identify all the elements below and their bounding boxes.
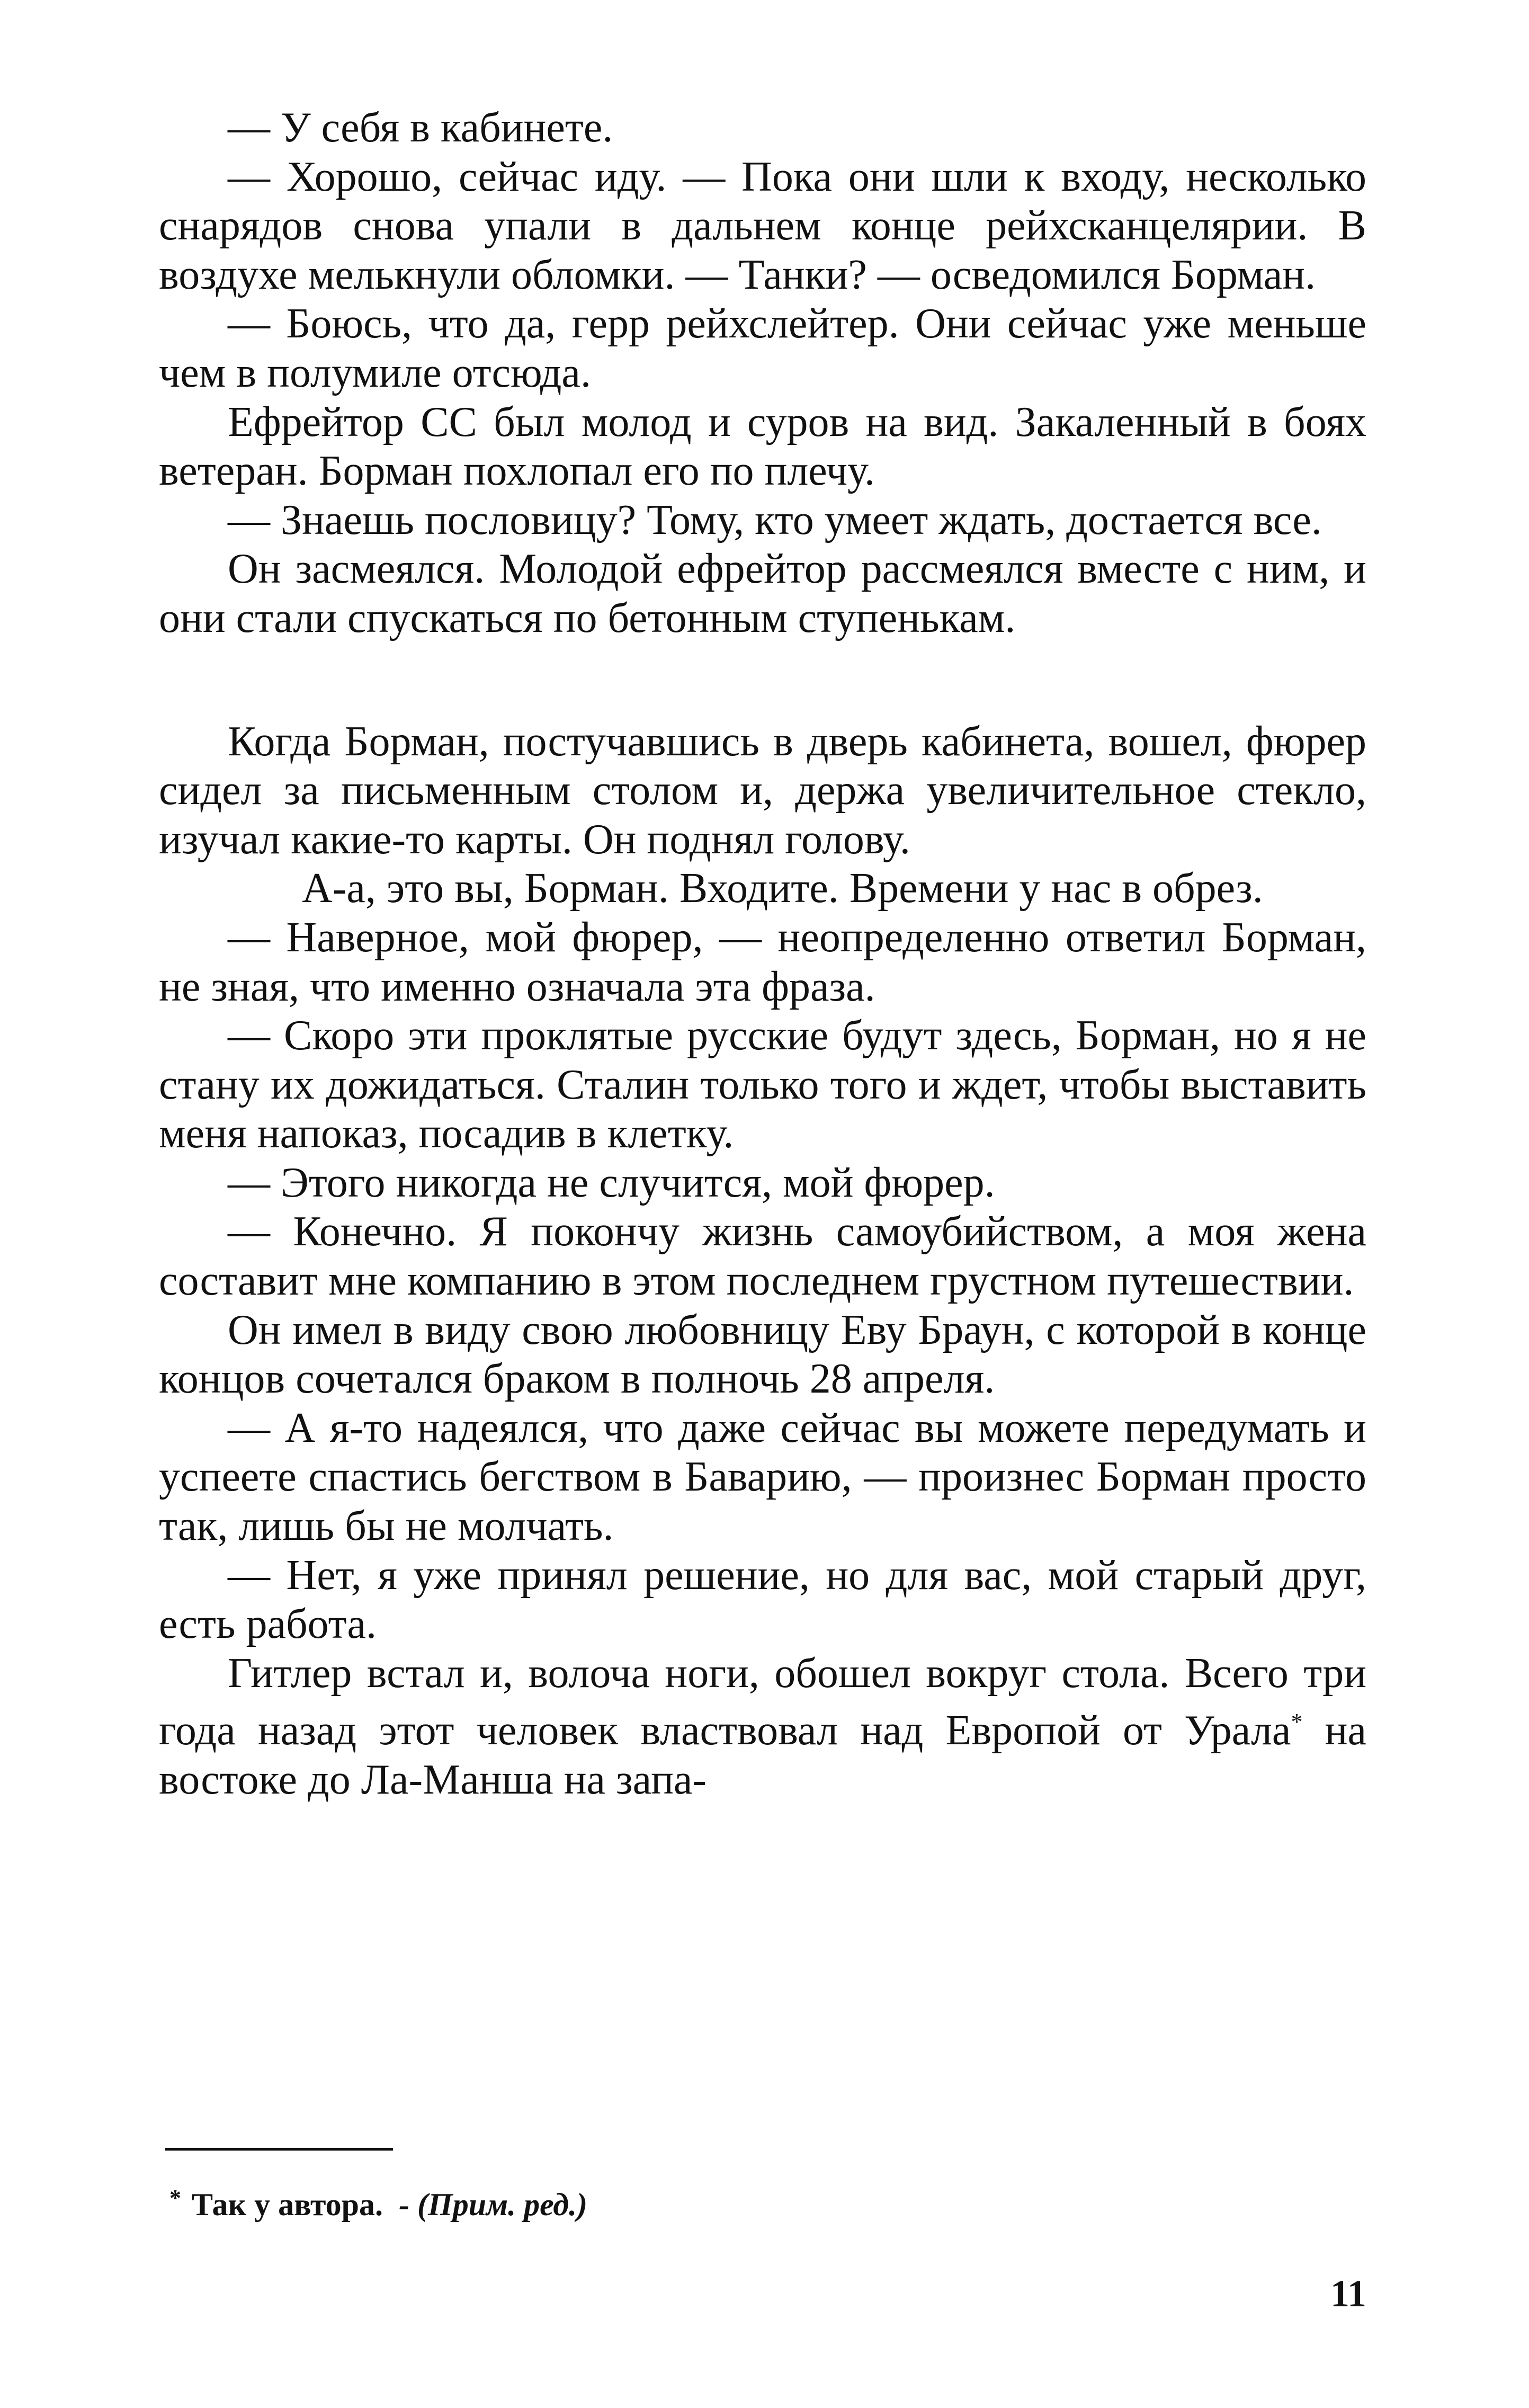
paragraph-11: — Этого никогда не случится, мой фюрер. — [228, 1159, 995, 1206]
footnote — [169, 2177, 587, 2226]
paragraph-16-end: на востоке до Ла-Манша на запа- — [159, 1707, 1366, 1803]
footnote-divider — [165, 2148, 393, 2151]
footnote-text: Так у автора. — [192, 2187, 383, 2222]
paragraph-13: Он имел в виду свою любовницу Еву Браун, с которой в конце концов сочетался браком в полночь 28 апреля. — [159, 1306, 1366, 1403]
main-text — [159, 103, 1366, 1805]
paragraph-12: — Конечно. Я покончу жизнь самоубийством, а моя жена составит мне компанию в этом последнем грустном путешествии. — [159, 1208, 1366, 1305]
footnote-reference-mark: * — [1291, 1709, 1303, 1735]
paragraph-4: Ефрейтор СС был молод и суров на вид. Закаленный в боях ветеран. Борман похлопал его по плечу. — [159, 398, 1366, 495]
paragraph-7: Когда Борман, постучавшись в дверь кабинета, вошел, фюрер сидел за письменным столом и, держа увеличительное стекло, изучал какие-то карты. Он поднял голову. — [159, 718, 1366, 863]
paragraph-16 — [159, 1649, 1366, 1805]
footnote-mark: * — [169, 2185, 181, 2211]
paragraph-5: — Знаешь пословицу? Тому, кто умеет ждать, достается все. — [228, 496, 1322, 543]
paragraph-3: — Боюсь, что да, герр рейхслейтер. Они сейчас уже меньше чем в полумиле отсюда. — [159, 300, 1366, 396]
paragraph-2: — Хорошо, сейчас иду. — Пока они шли к входу, несколько снарядов снова упали в дальнем конце рейхсканцелярии. В воздухе мелькнули обломки. — Танки? — осведомился Борман. — [159, 153, 1366, 298]
footnote-editor-note: - (Прим. ред.) — [399, 2187, 588, 2222]
paragraph-6: Он засмеялся. Молодой ефрейтор рассмеялся вместе с ним, и они стали спускаться по бетонным ступенькам. — [159, 546, 1366, 641]
paragraph-1: — У себя в кабинете. — [228, 104, 613, 151]
paragraph-8: А-а, это вы, Борман. Входите. Времени у нас в обрез. — [302, 865, 1263, 912]
paragraph-10: — Скоро эти проклятые русские будут здесь, Борман, но я не стану их дожидаться. Сталин только того и ждет, чтобы выставить меня напоказ, посадив в клетку. — [159, 1012, 1366, 1157]
page-number: 11 — [1330, 2272, 1366, 2315]
paragraph-16-start: Гитлер встал и, волоча ноги, обошел вокруг стола. Всего три года назад этот человек властвовал над Европой от Урала — [159, 1649, 1366, 1754]
paragraph-14: — А я-то надеялся, что даже сейчас вы можете передумать и успеете спастись бегством в Баварию, — произнес Борман просто так, лишь бы не молчать. — [159, 1404, 1366, 1550]
paragraph-9: — Наверное, мой фюрер, — неопределенно ответил Борман, не зная, что именно означала эта фраза. — [159, 914, 1366, 1010]
paragraph-15: — Нет, я уже принял решение, но для вас, мой старый друг, есть работа. — [159, 1551, 1366, 1648]
